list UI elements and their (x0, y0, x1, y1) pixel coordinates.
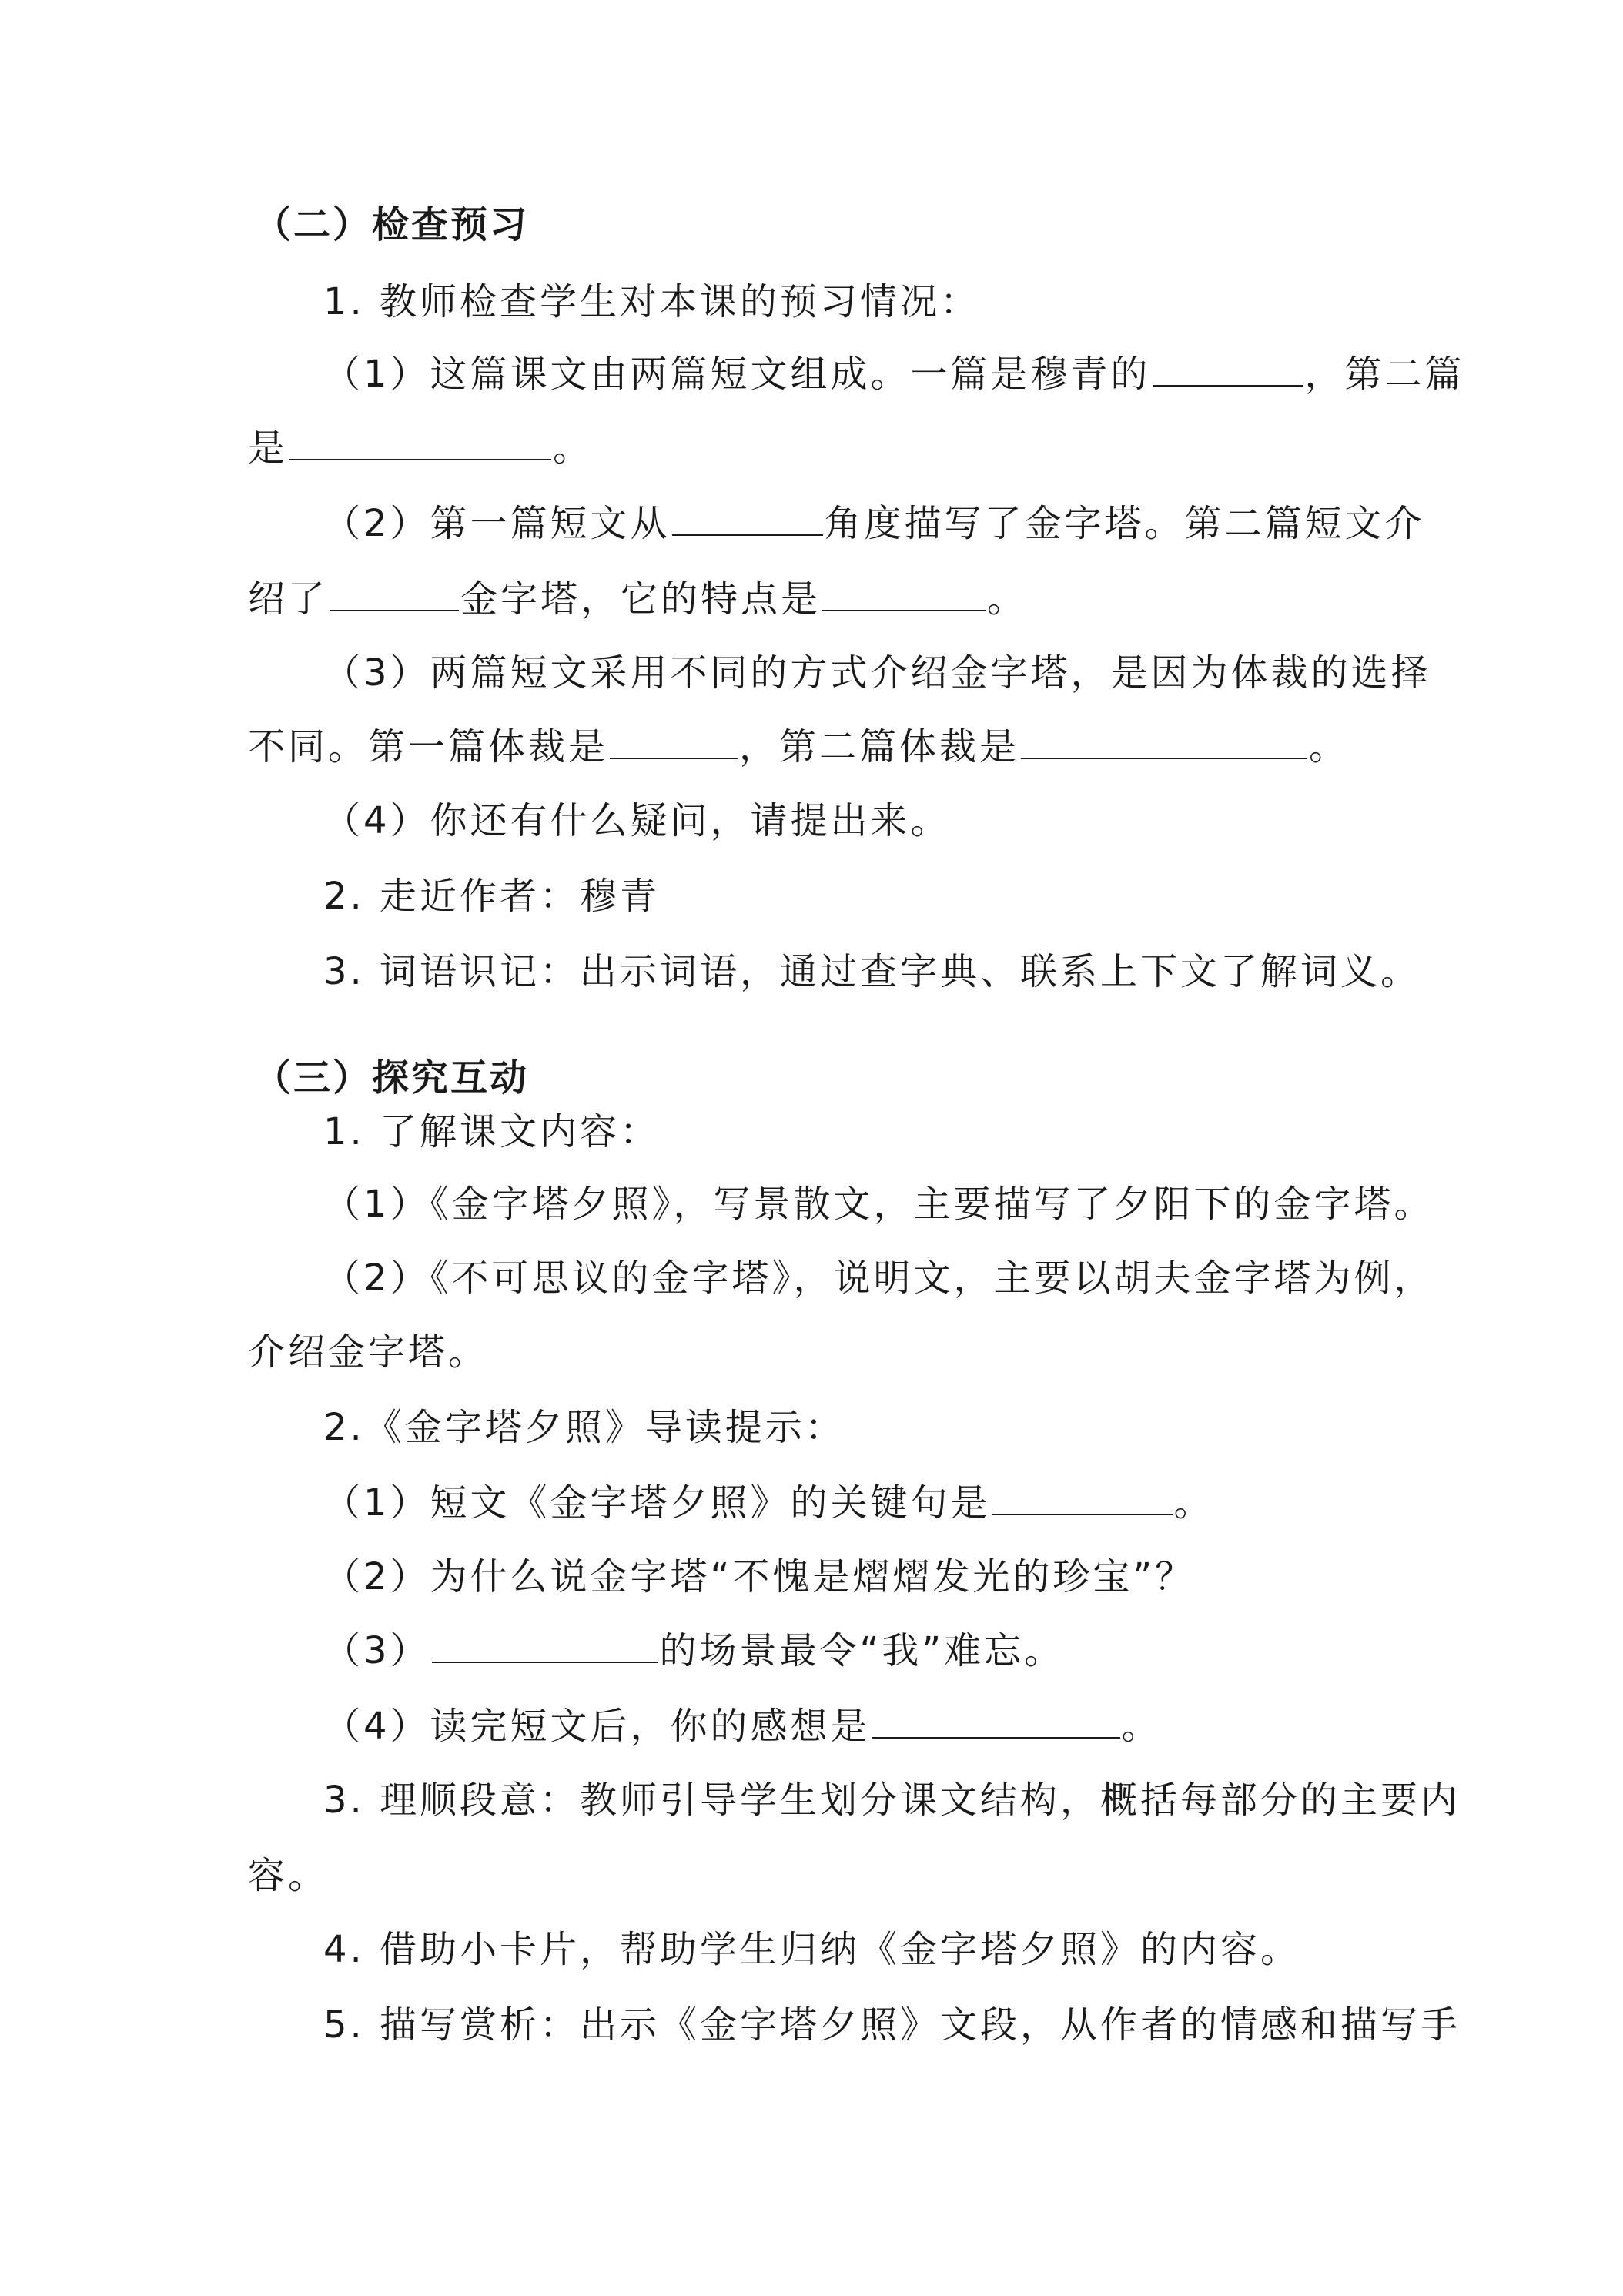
tip-3 (323, 1628, 1064, 1674)
question-text: （3） (323, 1629, 430, 1672)
question-1-line-2 (248, 425, 593, 471)
question-text: 。 (1309, 725, 1350, 768)
item-3-paragraphs-line-1: 3. 理顺段意：教师引导学生划分课文结构，概括每部分的主要内 (323, 1779, 1461, 1822)
question-text: 是 (248, 427, 289, 470)
item-2-author: 2. 走近作者：穆青 (323, 875, 661, 918)
question-text: 。 (1121, 1705, 1162, 1748)
question-text: （2）第一篇短文从 (323, 502, 671, 545)
fill-blank[interactable] (432, 1629, 658, 1663)
item-1-sub-2-line-2: 介绍金字塔。 (248, 1330, 489, 1374)
question-text: 。 (987, 577, 1028, 621)
item-1-sub-2-line-1: （2）《不可思议的金字塔》，说明文，主要以胡夫金字塔为例， (323, 1257, 1434, 1300)
item-2-reading-tips: 2.《金字塔夕照》导读提示： (323, 1406, 845, 1449)
question-2-line-1 (323, 500, 1425, 547)
question-2-line-2 (248, 576, 1027, 622)
question-text: 。 (1173, 1481, 1214, 1525)
question-text: 。 (553, 427, 594, 470)
question-3-line-1: （3）两篇短文采用不同的方式介绍金字塔，是因为体裁的选择 (323, 651, 1431, 694)
question-text: 不同。第一篇体裁是 (248, 725, 609, 768)
question-3-line-2 (248, 724, 1349, 770)
question-text: （1）这篇课文由两篇短文组成。一篇是穆青的 (323, 353, 1151, 396)
fill-blank[interactable] (330, 577, 459, 611)
question-text: 的场景最令“我”难忘。 (659, 1629, 1065, 1672)
fill-blank[interactable] (1153, 353, 1303, 387)
tip-1 (323, 1480, 1214, 1526)
fill-blank[interactable] (992, 1481, 1173, 1515)
section-heading-check-preview: （二）检查预习 (254, 203, 530, 246)
question-4: （4）你还有什么疑问，请提出来。 (323, 799, 951, 842)
question-text: 角度描写了金字塔。第二篇短文介 (824, 502, 1425, 545)
fill-blank[interactable] (1021, 725, 1307, 759)
question-text: 绍了 (248, 577, 329, 621)
question-text: ，第二篇 (1304, 353, 1465, 396)
fill-blank[interactable] (610, 725, 738, 759)
tip-2: （2）为什么说金字塔“不愧是熠熠发光的珍宝”？ (323, 1555, 1196, 1598)
item-5-appreciation: 5. 描写赏析：出示《金字塔夕照》文段，从作者的情感和描写手 (323, 2003, 1461, 2047)
fill-blank[interactable] (672, 502, 823, 536)
fill-blank[interactable] (872, 1705, 1120, 1739)
tip-4 (323, 1703, 1162, 1749)
item-4-cards: 4. 借助小卡片，帮助学生归纳《金字塔夕照》的内容。 (323, 1928, 1301, 1971)
question-1-line-1 (323, 351, 1465, 397)
item-1-teacher-check: 1. 教师检查学生对本课的预习情况： (323, 280, 981, 323)
fill-blank[interactable] (822, 577, 986, 611)
fill-blank[interactable] (289, 427, 551, 460)
item-3-paragraphs-line-2: 容。 (248, 1854, 329, 1897)
question-text: 金字塔，它的特点是 (460, 577, 822, 621)
item-1-understand-content: 1. 了解课文内容： (323, 1110, 661, 1153)
item-1-sub-1: （1）《金字塔夕照》，写景散文，主要描写了夕阳下的金字塔。 (323, 1183, 1434, 1226)
section-heading-explore: （三）探究互动 (254, 1056, 530, 1099)
question-text: （1）短文《金字塔夕照》的关键句是 (323, 1481, 991, 1525)
item-3-vocabulary: 3. 词语识记：出示词语，通过查字典、联系上下文了解词义。 (323, 950, 1421, 993)
question-text: （4）读完短文后，你的感想是 (323, 1705, 871, 1748)
question-text: ，第二篇体裁是 (739, 725, 1020, 768)
